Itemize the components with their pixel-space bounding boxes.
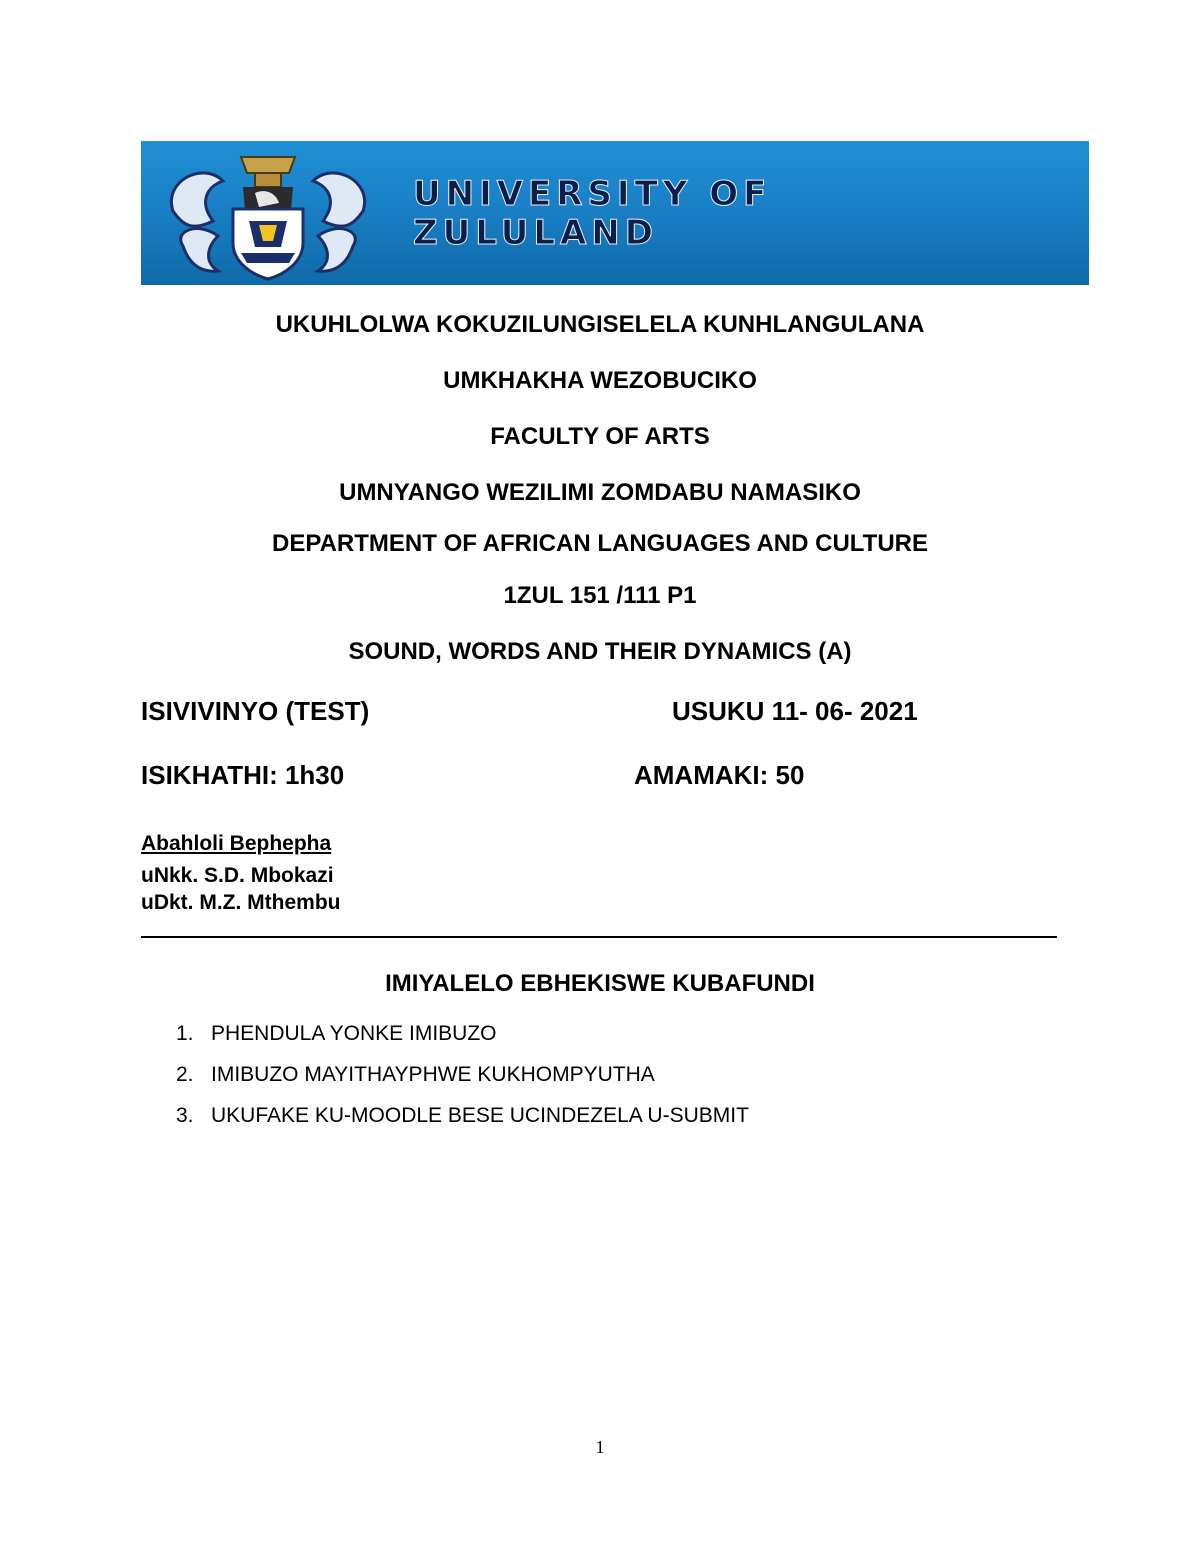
list-item-number: 3. <box>176 1104 194 1127</box>
list-item-text: UKUFAKE KU-MOODLE BESE UCINDEZELA U-SUBMIT <box>211 1104 749 1127</box>
list-item-number: 1. <box>176 1022 194 1045</box>
list-item-text: IMIBUZO MAYITHAYPHWE KUKHOMPYUTHA <box>211 1063 655 1086</box>
logo-text-line1: UNIVERSITY OF <box>413 174 772 214</box>
department-zulu-heading: UMNYANGO WEZILIMI ZOMDABU NAMASIKO <box>339 479 861 506</box>
logo-text-line2: ZULULAND <box>413 213 658 253</box>
list-item-text: PHENDULA YONKE IMIBUZO <box>211 1022 497 1045</box>
horizontal-divider <box>141 936 1057 938</box>
marks-label: AMAMAKI: 50 <box>634 760 805 790</box>
department-english-heading: DEPARTMENT OF AFRICAN LANGUAGES AND CULTURE <box>272 530 928 557</box>
university-crest-icon <box>163 151 373 281</box>
exam-type-heading: UKUHLOLWA KOKUZILUNGISELELA KUNHLANGULANA <box>275 311 925 338</box>
assessment-label: ISIVIVINYO (TEST) <box>141 696 370 726</box>
instructions-heading: IMIYALELO EBHEKISWE KUBAFUNDI <box>385 970 815 997</box>
duration-label: ISIKHATHI: 1h30 <box>141 760 345 790</box>
examiner-name: uNkk. S.D. Mbokazi <box>141 864 334 887</box>
module-code-heading: 1ZUL 151 /111 P1 <box>503 582 697 609</box>
date-label: USUKU 11- 06- 2021 <box>672 696 918 726</box>
list-item-number: 2. <box>176 1063 194 1086</box>
page-number: 1 <box>595 1437 605 1457</box>
faculty-zulu-heading: UMKHAKHA WEZOBUCIKO <box>443 367 757 394</box>
university-logo-banner <box>141 141 1089 285</box>
module-name-heading: SOUND, WORDS AND THEIR DYNAMICS (A) <box>348 638 852 665</box>
examiners-heading: Abahloli Bephepha <box>141 832 332 855</box>
faculty-english-heading: FACULTY OF ARTS <box>490 423 710 450</box>
examiner-name: uDkt. M.Z. Mthembu <box>141 891 341 914</box>
